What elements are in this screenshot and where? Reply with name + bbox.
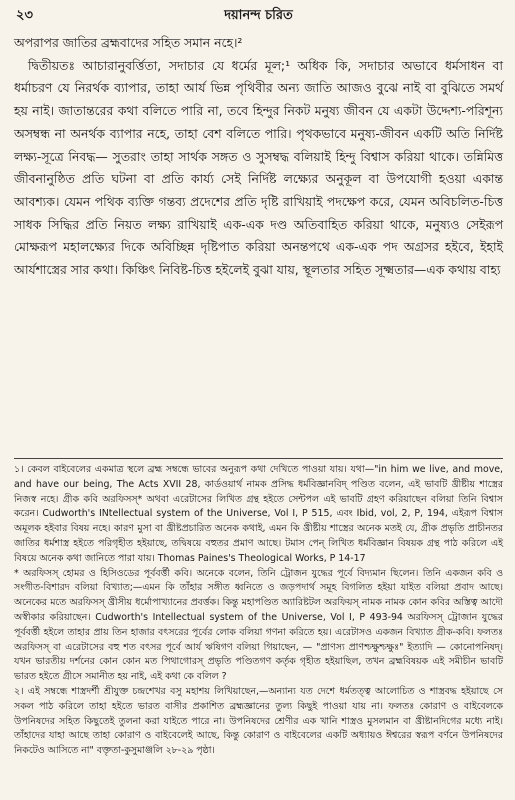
page-header [14,6,503,28]
paragraph-continued: অপরাপর জাতির ব্রহ্মবাদের সহিত সমান নহে।² [14,35,243,50]
footnote-1: ১। কেবল বাইবেলের একমাত্র স্থলে ব্রহ্ম সম্বন্ধে ভাবের অনুরূপ কথা দেখিতে পাওয়া যায়। যথা—"in him we live, and move, and have our being, The Acts XVII 28, কার্ডওয়ার্থ নামক প্রসিদ্ধ ধর্মবিজ্ঞানবিদ্ পণ্ডিত বলেন, এই ভাবটি খ্রীষ্টীয় শাস্ত্রের নিজস্ব নহে। গ্রীক কবি অরফিসস্* অথবা এরেটাসের লিখিত গ্রন্থ হইতে সেন্টপল এই ভাবটি গ্রহণ করিয়াছেন বলিয়া তিনি বিশ্বাস করেন। Cudworth's INtellectual system of the Universe, Vol I, P 515, এবং Ibid, vol, 2, P, 194, এইরূপ বিশ্বাস অমূলক হইবার বিষয় নহে। কারণ মুসা বা খ্রীষ্টপ্রচারিত অনেক কথাই, এমন কি খ্রীষ্টীয় শাস্ত্রের অনেক মতই যে, গ্রীক প্রভৃতি প্রাচীনতর জাতির ধর্মশাস্ত্র হইতে পরিগৃহীত হইয়াছে, তদ্বিষয়ে বহুতর প্রমাণ আছে। টমাস পেন্ লিখিত ধর্মবিজ্ঞান বিষয়ক গ্রন্থ পাঠ করিলে এই বিষয়ে অনেক কথা জানিতে পারা যায়। Thomas Paines's Theological Works, P 14-17 [14,464,503,564]
footnote-2: ২। এই সম্বন্ধে শাস্ত্রদর্শী শ্রীযুক্ত চন্দ্রশেখর বসু মহাশয় লিখিয়াছেন,—অন্যান্য যত দেশে ধর্মতত্ত্ব আলোচিত ও শাস্ত্রবদ্ধ হইয়াছে সে সকল পাঠ করিলে তাহা হইতে ভারত বাসীর প্রকাশিত ব্রহ্মজ্ঞানের তুল্য কিছুই পাওয়া যায় না। ফলতঃ কোরাণ ও বাইবেলকে উপনিষদের সহিত কিছুতেই তুলনা করা যাইতে পারে না। উপনিষদের শ্রেণীর এক খানি শাস্ত্রও মুসলমান বা খ্রীষ্টানদিগের মধ্যে নাই। তাঁহাদের যাহা আছে তাহা কোরাণ ও বাইবেলেই আছে, কিন্তু কোরাণ ও বাইবেলের একটি অধ্যায়ও ঈশ্বরের স্বরূপ বর্ণনে উপনিষদের নিকটেও আসিতে না" বক্তৃতা-কুসুমাঞ্জলি ২৮-২৯ পৃষ্ঠা। [14,685,503,757]
paragraph: দ্বিতীয়তঃ আচারানুবর্ত্তিতা, সদাচার যে ধর্মের মূল;¹ অধিক কি, সদাচার অভাবে ধর্মসাধন বা ধর্মাচরণ যে নিরর্থক ব্যাপার, তাহা আর্য ভিন্ন পৃথিবীর অন্য জাতি আজও বুঝে নাই বা বুঝিতে সমর্থ হয় নাই। জাতান্তরের কথা বলিতে পারি না, তবে হিন্দুর নিকট মনুষ্য জীবন যে একটা উদ্দেশ্য-পরিশূন্য অসম্বন্ধ না অনর্থক ব্যাপার নহে, তাহা বেশ বলিতে পারি। পৃথকভাবে মনুষ্য-জীবন একটি অতি নির্দিষ্ট লক্ষ্য-সূত্রে নিবদ্ধ— সুতরাং তাহা সার্থক সঙ্গত ও সুসম্বদ্ধ বলিয়াই হিন্দু বিশ্বাস করিয়া থাকে। তন্নিমিত্ত জীবনানুষ্ঠিত প্রতি ঘটনা বা প্রতি কার্য্য সেই নির্দিষ্ট লক্ষ্যের অনুকূল বা উপযোগী হওয়া একান্ত আবশ্যক। যেমন পথিক ব্যক্তি গন্তব্য প্রদেশের প্রতি দৃষ্টি রাখিয়াই পদক্ষেপ করে, যেমন অবিচলিত-চিত্ত সাধক সিদ্ধির প্রতি নিয়ত লক্ষ্য রাখিয়াই এক-এক দণ্ড অতিবাহিত করিয়া থাকে, মনুষ্যও সেইরূপ মোক্ষরূপ মহালক্ষ্যের দিকে অবিচ্ছিন্ন দৃষ্টিপাত করিয়া অনন্তপথে এক-এক পদ অগ্রসর হইবে, ইহাই আর্যশাস্ত্রের সার কথা। কিঞ্চিৎ নিবিষ্ট-চিত্ত হইলেই বুঝা যায়, স্থূলতার সহিত সূক্ষ্মতার—এক কথায় বাহ্য [14,57,503,278]
footnote-asterisk: * অরফিসস্ হোমর ও হিসিওডের পূর্ববর্ত্তী কবি। অনেকে বলেন, তিনি ট্রোজন যুদ্ধের পূর্বে বিদ্যমান ছিলেন। তিনি একজন কবি ও সংগীত-বিশারদ বলিয়া বিখ্যাত;—এমন কি তাঁহার সঙ্গীত ধ্বনিতে ও জড়পদার্থ সমূহ বিগলিত হইয়া যাইত বলিয়া প্রবাদ আছে। অনেকের মতে অরফিসস্ খ্রীসীয় ধর্মোপাখ্যানের প্রবর্ত্তক। কিন্তু মহাপণ্ডিত অ্যারিষ্টটল অরফিয়স্ নামক নামক কোন কবির অস্তিত্ব আদৌ অস্বীকার করিয়াছেন। Cudworth's Intellectual system of the Universe, Vol I, P 493-94 অরফিসস্ ট্রোজান যুদ্ধের পূর্ববর্ত্তী হইলে তাহার প্রায় তিন হাজার বৎসরের পূর্বের লোক বলিয়া গণনা করিতে হয়। এরেটাসও একজন বিখ্যাত গ্রীক-কবি। ফলতঃ অরফিসস্ বা এরেটাসের বহু শত বৎসর পূর্বে আর্য ঋষিগণ বলিয়া গিয়াছেন, — "প্রাণস্য প্রাণশ্চক্ষুশ্চক্ষুঃ" ইত্যাদি — কোনোপনিষদ্। যখন ভারতীয় দর্শনের কোন কোন মত পিথাগোরস্ প্রভৃতি পণ্ডিতগণ কর্তৃক গৃহীত হইয়াছিল, তখন ব্রহ্মবিষয়ক এই সমীচীন ভাবটি ভারত হইতে গ্রীসে সমানীত হয় নাই, এই কথা কে বলিল ? [14,567,503,683]
main-text [14,32,503,282]
page-number: ২৩ [16,8,33,23]
book-page [14,0,503,800]
footnotes [14,463,503,759]
running-title: দয়ানন্দ চরিত [224,8,293,23]
footnote-divider [14,458,503,459]
